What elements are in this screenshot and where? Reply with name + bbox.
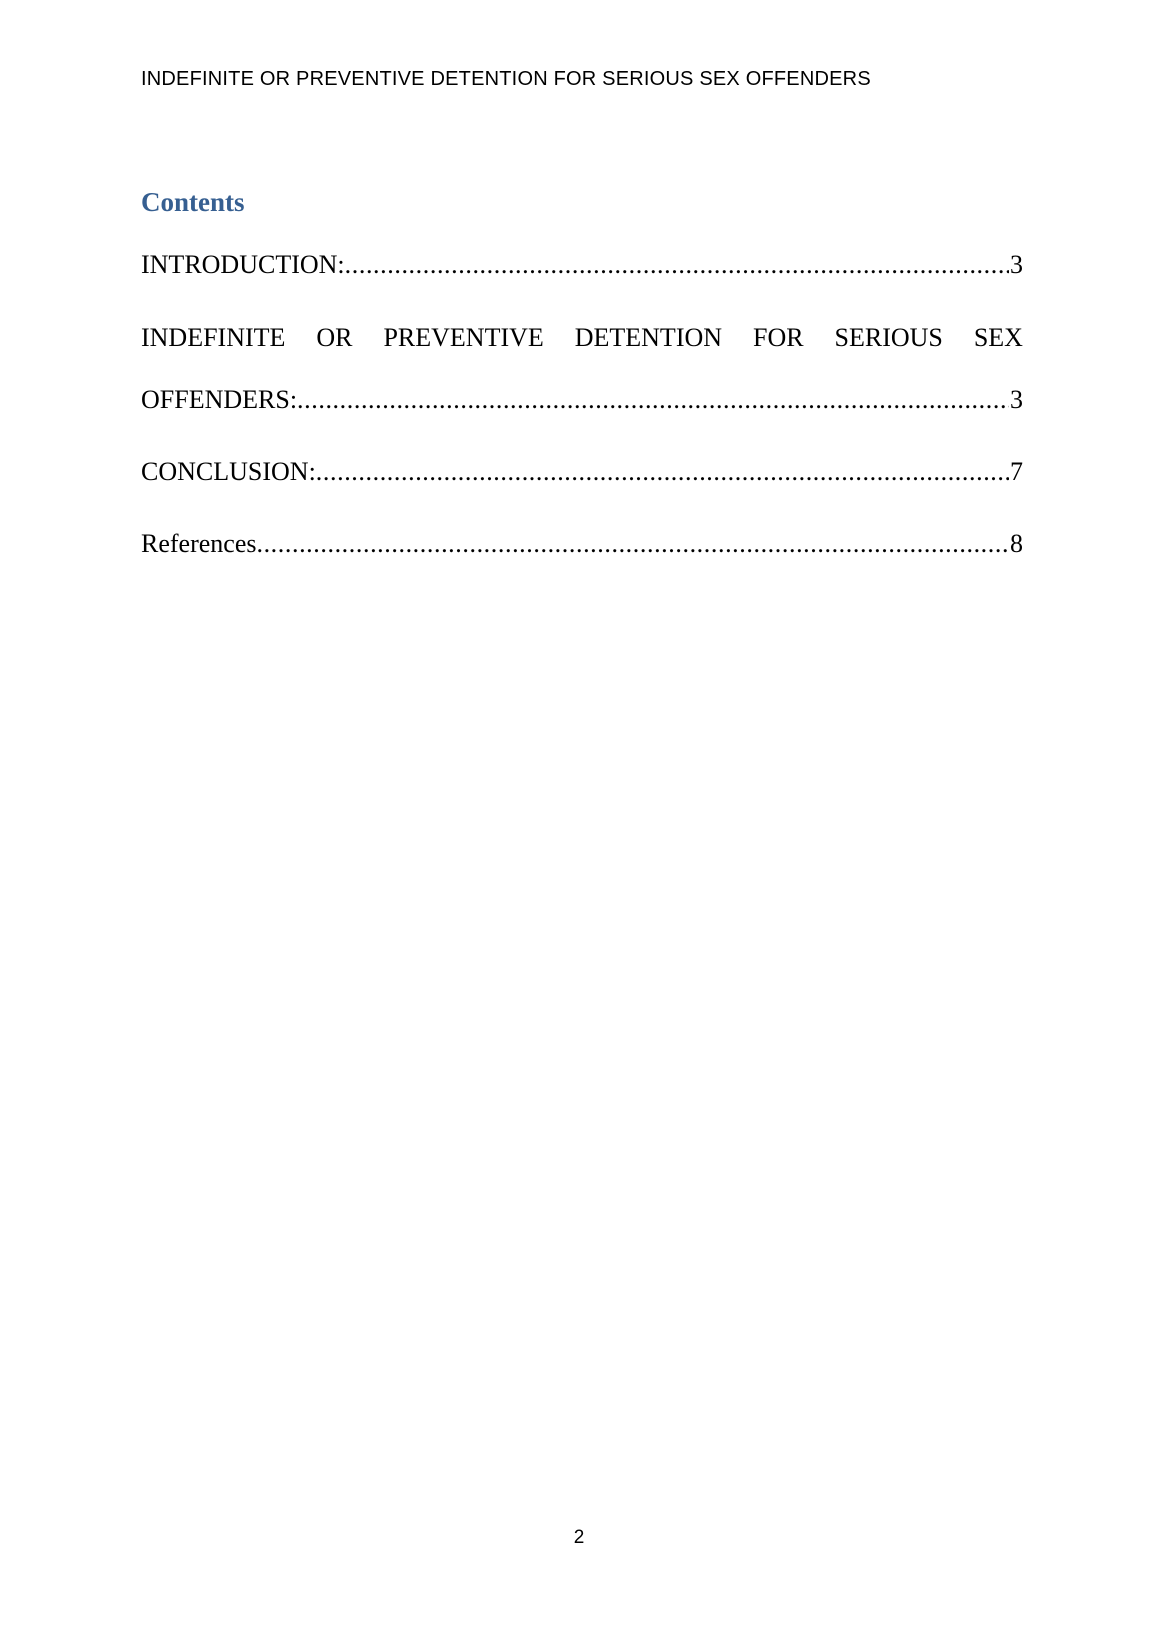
toc-entry-page: 8 xyxy=(1010,529,1023,558)
toc-dot-leader xyxy=(316,457,1009,487)
toc-entry-label: INTRODUCTION: xyxy=(141,250,345,279)
toc-word: PREVENTIVE xyxy=(383,323,544,352)
toc-title: Contents xyxy=(141,187,245,217)
toc-entry-main-heading-line2[interactable] xyxy=(141,385,1023,415)
toc-word: OR xyxy=(316,323,353,352)
running-header: INDEFINITE OR PREVENTIVE DETENTION FOR SERIOUS SEX OFFENDERS xyxy=(141,68,871,90)
toc-entry-conclusion[interactable] xyxy=(141,457,1023,487)
toc-entry-main-heading-line1[interactable] xyxy=(141,323,1023,353)
toc-dot-leader xyxy=(256,529,1009,559)
toc-word: SERIOUS xyxy=(834,323,943,352)
toc-entry-references[interactable] xyxy=(141,529,1023,559)
toc-entry-label-line1 xyxy=(141,323,1023,353)
toc-dot-leader xyxy=(345,250,1009,280)
toc-word: DETENTION xyxy=(574,323,723,352)
toc-entry-introduction[interactable] xyxy=(141,250,1023,280)
toc-entry-page: 3 xyxy=(1010,385,1023,414)
toc-word: SEX xyxy=(973,323,1023,352)
toc-entry-page: 7 xyxy=(1010,457,1023,486)
toc-entry-label: CONCLUSION: xyxy=(141,457,316,486)
toc-dot-leader xyxy=(297,385,1009,415)
toc-entry-label-line2: OFFENDERS: xyxy=(141,385,298,414)
page-number: 2 xyxy=(573,1527,585,1548)
toc-entry-page: 3 xyxy=(1010,250,1023,279)
toc-word: FOR xyxy=(752,323,804,352)
toc-word: INDEFINITE xyxy=(141,323,286,352)
toc-entry-label: References xyxy=(141,529,257,558)
